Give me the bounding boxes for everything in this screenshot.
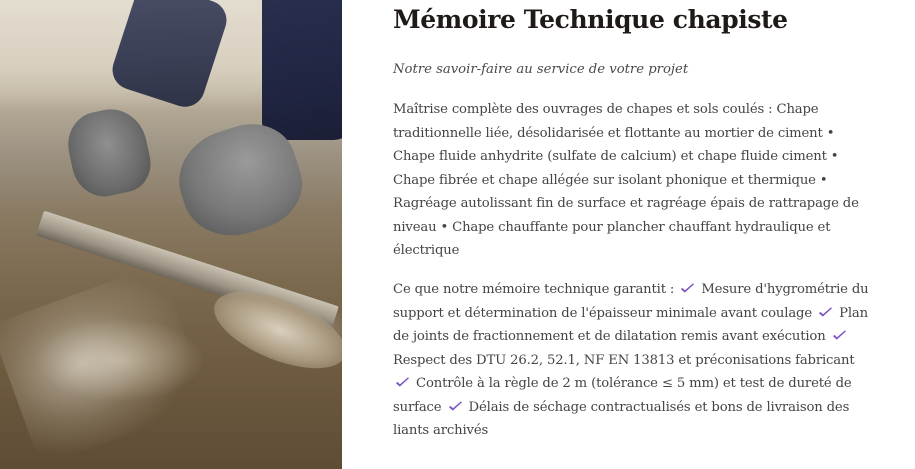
section-subtitle: Notre savoir-faire au service de votre projet [393, 62, 689, 77]
check-icon [832, 330, 847, 341]
worker-sleeve-right [262, 0, 342, 140]
glove-left [62, 103, 156, 202]
guarantee-item: Respect des DTU 26.2, 52.1, NF EN 13813 et préconisations fabricant [393, 352, 855, 368]
check-icon [448, 401, 463, 412]
check-icon [395, 377, 410, 388]
section-title: Mémoire Technique chapiste [393, 5, 788, 34]
guarantee-item: Mesure d'hygrométrie du support et détermination de l'épaisseur minimale avant coulage [393, 282, 869, 321]
guarantee-item: Contrôle à la règle de 2 m (tolérance ≤ 5 mm) et test de dureté de surface [393, 376, 852, 415]
guarantee-item: Plan de joints de fractionnement et de dilatation remis avant exécution [393, 305, 868, 344]
wet-screed-shine [0, 264, 210, 467]
hero-image [0, 0, 342, 469]
check-icon [818, 307, 833, 318]
guarantees-intro: Ce que notre mémoire technique garantit : [393, 282, 675, 297]
services-paragraph: Maîtrise complète des ouvrages de chapes et sols coulés : Chape traditionnelle liée, désolidarisée et flottante au mortier de ciment • Chape fluide anhydrite (sulfate de calcium) et chape fluide ciment • Chape fibrée et chape allégée sur isolant phonique et thermique • Ragréage autolissant fin de surface et ragréage épais de rattrapage de niveau • Chape chauffante pour plancher chauffant hydraulique et électrique [393, 102, 859, 258]
check-icon [680, 283, 695, 294]
guarantee-item: Délais de séchage contractualisés et bons de livraison des liants archivés [393, 399, 850, 438]
guarantees-paragraph [393, 278, 871, 443]
